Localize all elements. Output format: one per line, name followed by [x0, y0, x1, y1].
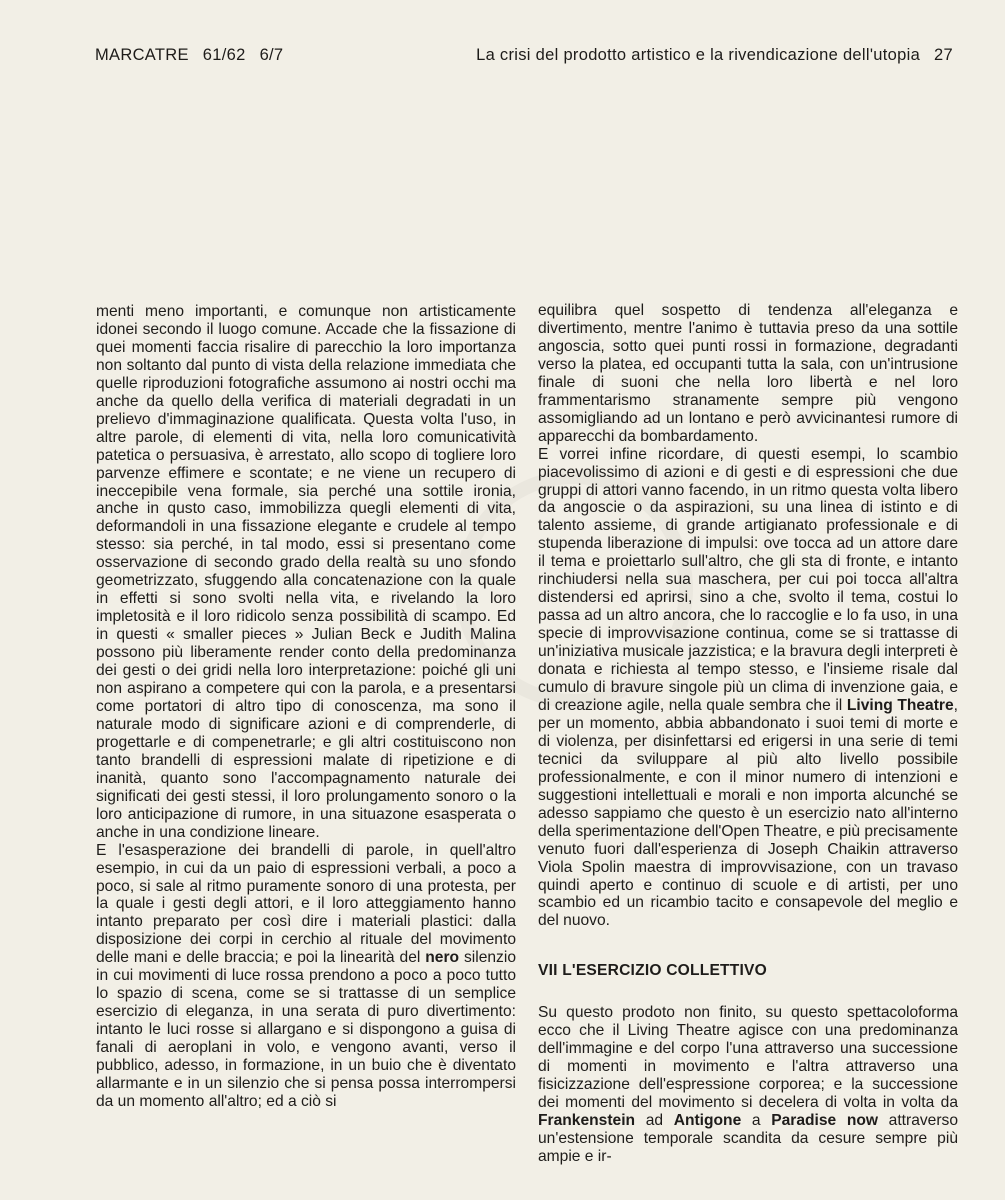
bold-title: Paradise now — [771, 1112, 879, 1130]
right-column — [538, 302, 958, 1166]
issue-number: 61/62 — [202, 46, 246, 64]
journal-name: MARCATRE — [95, 46, 189, 64]
running-title: La crisi del prodotto artistico e la rivendicazione dell'utopia — [476, 46, 921, 64]
header-right — [476, 46, 953, 65]
page-number: 27 — [934, 46, 953, 64]
section-heading: VII L'ESERCIZIO COLLETTIVO — [538, 962, 767, 980]
bold-title: Frankenstein — [538, 1112, 636, 1130]
bold-word: nero — [425, 949, 460, 967]
paragraph: E l'esasperazione dei brandelli di parole, in quell'altro esempio, in cui da un paio di espressioni verbali, a poco a poco, si sale al ritmo puramente sonoro di una protesta, per la quale i gesti degli attori, e il loro atteggiamento hanno intanto preparato per così dire i materiali plastici: dalla disposizione dei corpi in cerchio al rituale del movimento delle mani e delle braccia; e poi la linearità del nero silenzio in cui movimenti di luce rossa prendono a poco a poco tutto lo spazio di scena, come se si trattasse di un semplice esercizio di eleganza, in una serata di puro divertimento: intanto le luci rosse si allargano e si dispongono a guisa di fanali di aeroplani in volo, e vengono avanti, verso il pubblico, adesso, in formazione, in un buio che è diventato allarmante e in un silenzio che si pensa possa interrompersi da un momento all'altro; ed a ciò si — [96, 841, 516, 1110]
paragraph: menti meno importanti, e comunque non artisticamente idonei secondo il luogo comune. Accade che la fissazione di quei momenti faccia risalire di parecchio la loro importanza non soltanto dal punto di vista della relazione immediata che quelle riproduzioni fotografiche assumono ai nostri occhi ma anche da quello della verifica di materiali degradati in un prelievo d'immaginazione qualificata. Questa volta l'uso, in altre parole, di elementi di vita, nella loro comunicatività patetica o persuasiva, è arrestato, allo scopo di togliere loro parvenze effimere e scontate; e ne viene un recupero di ineccepibile vena formale, sia perché una sottile ironia, anche in qusto caso, immobilizza quegli elementi di vita, deformandoli in una fissazione elegante e crudele al tempo stesso: sia perché, in tal modo, essi si presentano come osservazione di secondo grado della realtà su uno sfondo geometrizzato, sfuggendo alla concatenazione con la quale in effetti si sono svolti nella vita, e rivelando la loro impletosità e il loro ridicolo senza possibilità di scampo. Ed in questi « smaller pieces » Julian Beck e Judith Malina possono più liberamente render conto della predominanza dei gesti o dei gridi nella loro interpretazione: poiché gli uni non aspirano a competere qui con la parola, e a presentarsi come portatori di altro tipo di conoscenza, ma sono il naturale modo di significare azioni e di comprenderle, di progettarle e di compenetrarle; e gli altri costituiscono non tanto brandelli di espressioni malate di ripetizione e di inanità, quanto sono l'accompagnamento naturale dei significati dei gesti stessi, il loro prolungamento sonoro o la loro anticipazione di rumore, in una situazone esasperata o anche in una condizione lineare. — [96, 303, 516, 841]
left-column — [96, 303, 516, 1111]
paragraph: Su questo prodoto non finito, su questo spettacoloforma ecco che il Living Theatre agisce con una predominanza dell'immagine e del corpo l'una attraverso una successione di momenti in movimento e l'altra attraverso una fisicizzazione dell'espressione corporea; e la successione dei momenti del movimento si decelera di volta in volta da Frankenstein ad Antigone a Paradise now attraverso un'estensione temporale scandita da cesure sempre più ampie e ir- — [538, 1004, 959, 1165]
bold-title: Antigone — [673, 1112, 742, 1130]
running-header — [95, 46, 953, 72]
volume-number: 6/7 — [259, 46, 284, 64]
header-left — [95, 46, 297, 65]
bold-title: Living Theatre — [846, 696, 954, 714]
paragraph: equilibra quel sospetto di tendenza all'eleganza e divertimento, mentre l'animo è tuttavia preso da una sottile angoscia, sotto quei punti rossi in formazione, degradanti verso la platea, ed occupanti tutta la sala, con un'intrusione finale di suoni che nella loro libertà e nel loro frammentarismo stranamente sempre più vengono assomigliando ad un lontano e però avvicinantesi rumore di apparecchi da bombardamento. — [538, 302, 958, 445]
paragraph: E vorrei infine ricordare, di questi esempi, lo scambio piacevolissimo di azioni e di gesti e di espressioni che due gruppi di attori vanno facendo, in un ritmo questa volta libero da angoscie o da aspirazioni, su una linea di istinto e di talento assieme, di grande artigianato professionale e di stupenda liberazione di impulsi: ove tocca ad un attore dare il tema e proiettarlo sull'altro, che gli sta di fronte, e intanto rinchiudersi nella sua maschera, per cui poi tocca all'altra distendersi ed aprirsi, sino a che, svolto il tema, costui lo passa ad un altro ancora, che lo raccoglie e lo fa uso, in una specie di improvvisazione continua, come se si trattasse di un'iniziativa musicale jazzistica; e la bravura degli interpreti è donata e richiesta al tempo stesso, e l'insieme risale dal cumulo di bravure singole più un clima di invenzione gaia, e di creazione agile, nella quale sembra che il Living Theatre, per un momento, abbia abbandonato i suoi temi di morte e di violenza, per disinfettarsi ed erigersi in una serie di temi tecnici da sviluppare al più alto livello possibile professionalmente, e con il minor numero di intenzioni e suggestioni intellettuali e morali e non importa alcunché se adesso sappiamo che questo è un esercizio nato all'interno della sperimentazione dell'Open Theatre, e più precisamente venuto fuori dall'esperienza di Joseph Chaikin attraverso Viola Spolin maestra di improvvisazione, con un travaso quindi aperto e continuo di scuole e di artisti, per uno scambio ed un ricambio tacito e consapevole del meglio e del nuovo. — [538, 445, 959, 930]
